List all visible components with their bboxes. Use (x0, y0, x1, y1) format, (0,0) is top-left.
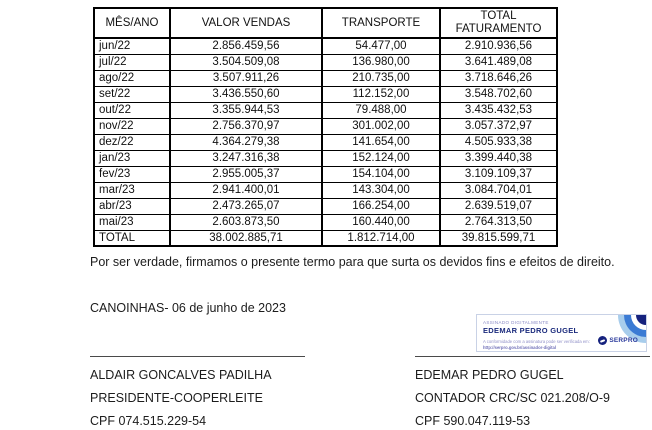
cell-month: set/22 (94, 86, 170, 102)
closing-paragraph: Por ser verdade, firmamos o presente termo para que surta os devidos fins e efeitos de direito. (90, 255, 615, 269)
table-row (94, 102, 557, 118)
stamp-verify-text: A conformidade com a assinatura pode ser verificada em: (483, 339, 590, 344)
cell-vendas: 3.507.911,26 (170, 70, 322, 86)
signer-role: CONTADOR CRC/SC 021.208/O-9 (415, 391, 610, 405)
table-row (94, 150, 557, 166)
cell-total: 2.910.936,56 (440, 38, 557, 54)
cell-vendas: 2.856.459,56 (170, 38, 322, 54)
cell-total: 3.435.432,53 (440, 102, 557, 118)
cell-vendas: 3.247.316,38 (170, 150, 322, 166)
cell-transporte: 79.488,00 (322, 102, 440, 118)
signature-block-right (415, 364, 610, 430)
cell-vendas: 2.603.873,50 (170, 214, 322, 230)
table-row (94, 134, 557, 150)
total-vendas: 38.002.885,71 (170, 230, 322, 246)
total-transporte: 1.812.714,00 (322, 230, 440, 246)
serpro-logo-text: SERPRO (609, 337, 638, 344)
cell-total: 2.764.313,50 (440, 214, 557, 230)
table-total-row (94, 230, 557, 246)
cell-vendas: 4.364.279,38 (170, 134, 322, 150)
signer-name: EDEMAR PEDRO GUGEL (415, 368, 564, 382)
cell-month: jan/23 (94, 150, 170, 166)
cell-total: 3.641.489,08 (440, 54, 557, 70)
signer-name: ALDAIR GONCALVES PADILHA (90, 368, 272, 382)
cell-transporte: 160.440,00 (322, 214, 440, 230)
stamp-verify-url: http://serpro.gov.br/assinador-digital (483, 345, 556, 350)
header-mes-ano: MÊS/ANO (94, 8, 170, 38)
table-row (94, 214, 557, 230)
table-row (94, 70, 557, 86)
serpro-logo (598, 336, 638, 345)
cell-total: 2.639.519,07 (440, 198, 557, 214)
cell-month: dez/22 (94, 134, 170, 150)
table-row (94, 198, 557, 214)
cell-month: abr/23 (94, 198, 170, 214)
cell-month: out/22 (94, 102, 170, 118)
cell-transporte: 152.124,00 (322, 150, 440, 166)
cell-month: jun/22 (94, 38, 170, 54)
cell-month: ago/22 (94, 70, 170, 86)
stamp-signed-label: ASSINADO DIGITALMENTE (483, 320, 549, 325)
cell-month: mai/23 (94, 214, 170, 230)
cell-total: 4.505.933,38 (440, 134, 557, 150)
cell-vendas: 3.436.550,60 (170, 86, 322, 102)
total-faturamento: 39.815.599,71 (440, 230, 557, 246)
cell-vendas: 3.504.509,08 (170, 54, 322, 70)
signer-role: PRESIDENTE-COOPERLEITE (90, 391, 263, 405)
signature-line-left (90, 356, 305, 357)
table-row (94, 86, 557, 102)
date-line: CANOINHAS- 06 de junho de 2023 (90, 301, 286, 315)
table-row (94, 54, 557, 70)
cell-total: 3.057.372,97 (440, 118, 557, 134)
cell-vendas: 2.955.005,37 (170, 166, 322, 182)
table-row (94, 166, 557, 182)
cell-total: 3.084.704,01 (440, 182, 557, 198)
cell-total: 3.109.109,37 (440, 166, 557, 182)
signer-cpf: CPF 074.515.229-54 (90, 414, 207, 428)
cell-total: 3.718.646,26 (440, 70, 557, 86)
cell-transporte: 112.152,00 (322, 86, 440, 102)
cell-total: 3.399.440,38 (440, 150, 557, 166)
table-header-row (94, 8, 557, 38)
header-transporte: TRANSPORTE (322, 8, 440, 38)
cell-transporte: 210.735,00 (322, 70, 440, 86)
cell-transporte: 301.002,00 (322, 118, 440, 134)
table-row (94, 38, 557, 54)
total-label: TOTAL (94, 230, 170, 246)
cell-vendas: 2.941.400,01 (170, 182, 322, 198)
cell-vendas: 2.473.265,07 (170, 198, 322, 214)
cell-total: 3.548.702,60 (440, 86, 557, 102)
cell-transporte: 143.304,00 (322, 182, 440, 198)
header-total-faturamento: TOTAL FATURAMENTO (440, 8, 557, 38)
cell-vendas: 2.756.370,97 (170, 118, 322, 134)
signer-cpf: CPF 590.047.119-53 (415, 414, 531, 428)
cell-month: mar/23 (94, 182, 170, 198)
stamp-signer-name: EDEMAR PEDRO GUGEL (483, 326, 579, 335)
signature-block-left (90, 364, 272, 430)
table-row (94, 118, 557, 134)
signature-line-right (415, 356, 650, 357)
cell-transporte: 154.104,00 (322, 166, 440, 182)
header-valor-vendas: VALOR VENDAS (170, 8, 322, 38)
cell-month: nov/22 (94, 118, 170, 134)
table-row (94, 182, 557, 198)
cell-transporte: 141.654,00 (322, 134, 440, 150)
cell-transporte: 54.477,00 (322, 38, 440, 54)
serpro-logo-icon (598, 336, 607, 345)
cell-month: fev/23 (94, 166, 170, 182)
cell-vendas: 3.355.944,53 (170, 102, 322, 118)
cell-transporte: 136.980,00 (322, 54, 440, 70)
digital-signature-stamp (476, 314, 647, 352)
faturamento-table (93, 7, 558, 247)
cell-transporte: 166.254,00 (322, 198, 440, 214)
cell-month: jul/22 (94, 54, 170, 70)
